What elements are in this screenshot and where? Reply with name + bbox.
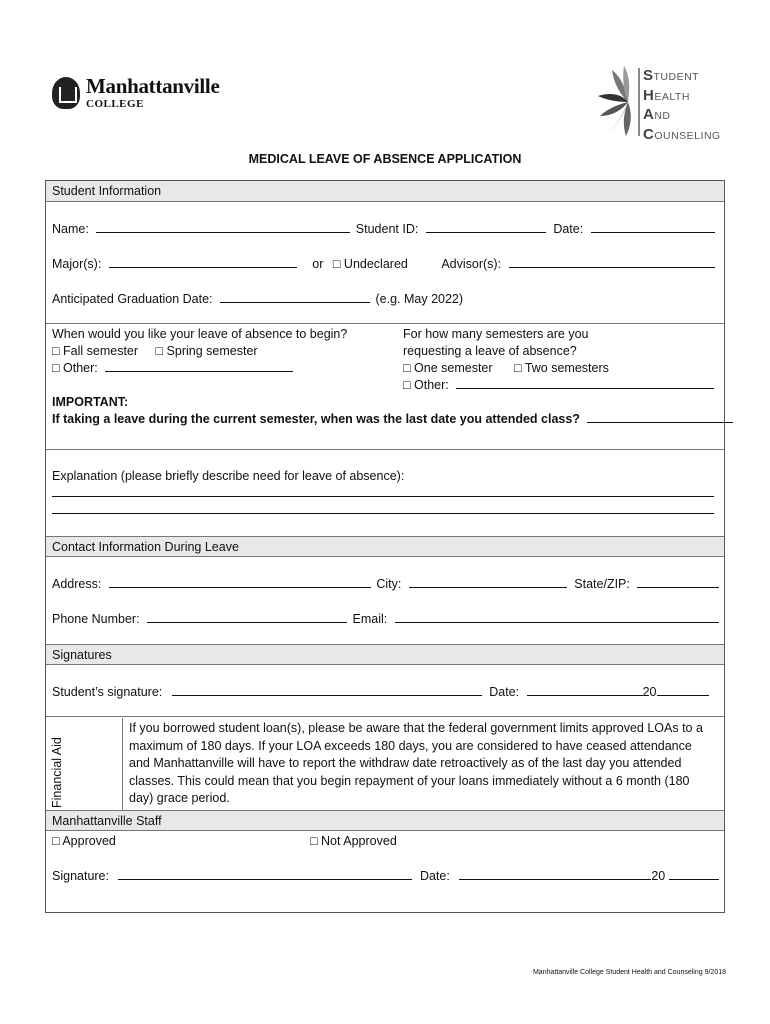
count-other-field[interactable] [456, 378, 714, 389]
last-attended-row [52, 412, 733, 426]
section-signatures: Signatures [46, 644, 724, 665]
signature-year-field[interactable] [657, 685, 709, 696]
state-zip-field[interactable] [637, 577, 719, 588]
phone-field[interactable] [147, 612, 347, 623]
grad-date-example: (e.g. May 2022) [375, 292, 464, 306]
approved-checkbox[interactable]: □ Approved [52, 834, 116, 848]
not-approved-checkbox[interactable]: □ Not Approved [310, 834, 397, 848]
two-semesters-checkbox[interactable]: □ Two semesters [514, 361, 609, 375]
graduation-row [52, 292, 463, 306]
grad-date-label: Anticipated Graduation Date: [52, 292, 213, 306]
name-field[interactable] [96, 222, 350, 233]
student-id-label: Student ID: [355, 222, 419, 236]
explanation-line-2[interactable] [52, 503, 714, 517]
financial-aid-line: day) grace period. [129, 791, 230, 806]
phone-label: Phone Number: [52, 612, 140, 626]
address-field[interactable] [109, 577, 371, 588]
staff-year-prefix: 20 [651, 869, 666, 883]
financial-aid-line: and Manhattanville will have to report the withdraw date retroactively as of the last day you attended [129, 756, 682, 771]
college-logo [52, 76, 219, 110]
begin-other-field[interactable] [105, 361, 293, 372]
begin-question: When would you like your leave of absence to begin? [52, 327, 348, 341]
semesters-question-1: For how many semesters are you [403, 327, 589, 341]
shac-line-3: AND [643, 106, 671, 123]
shac-divider [638, 68, 640, 136]
student-signature-row [52, 685, 709, 699]
city-label: City: [376, 577, 402, 591]
advisor-field[interactable] [509, 257, 715, 268]
staff-year-field[interactable] [669, 869, 719, 880]
shac-line-2: HEALTH [643, 86, 690, 104]
semester-options [52, 344, 258, 358]
staff-signature-label: Signature: [52, 869, 109, 883]
divider [46, 449, 724, 450]
staff-signature-field[interactable] [118, 869, 412, 880]
shac-logo [588, 66, 728, 143]
financial-aid-notice [129, 720, 719, 808]
college-name: Manhattanville [86, 74, 220, 98]
form-title: MEDICAL LEAVE OF ABSENCE APPLICATION [248, 152, 522, 166]
name-label: Name: [52, 222, 89, 236]
phone-row [52, 612, 719, 626]
address-label: Address: [52, 577, 102, 591]
section-contact-information: Contact Information During Leave [46, 536, 724, 557]
divider [46, 716, 724, 717]
staff-date-label: Date: [419, 869, 450, 883]
explanation-line-1[interactable] [52, 486, 714, 500]
date-label: Date: [553, 222, 584, 236]
footer-note: Manhattanville College Student Health and Counseling 9/2018 [532, 969, 726, 976]
shac-line-4: COUNSELING [643, 125, 721, 143]
financial-aid-cell [46, 718, 123, 810]
section-manhattanville-staff: Manhattanville Staff [46, 810, 724, 831]
undeclared-checkbox[interactable]: □ Undeclared [332, 257, 408, 271]
financial-aid-line: classes. This could mean that you begin repayment of your loans immediately without a 6 month (180 [129, 773, 690, 788]
city-field[interactable] [409, 577, 567, 588]
fall-semester-checkbox[interactable]: □ Fall semester [52, 344, 139, 358]
leave-application-form [45, 180, 725, 913]
semesters-question-2: requesting a leave of absence? [403, 344, 577, 358]
email-label: Email: [352, 612, 388, 626]
signature-date-field[interactable] [527, 685, 643, 696]
advisor-label: Advisor(s): [441, 257, 502, 271]
grad-date-field[interactable] [220, 292, 370, 303]
begin-other-row [52, 361, 293, 375]
date-field[interactable] [591, 222, 715, 233]
shac-line-1: STUDENT [643, 67, 700, 84]
explanation-label: Explanation (please briefly describe need for leave of absence): [52, 469, 405, 483]
count-other-checkbox[interactable]: □ Other: [403, 378, 449, 392]
majors-field[interactable] [109, 257, 297, 268]
majors-label: Major(s): [52, 257, 102, 271]
last-attended-question: If taking a leave during the current semester, when was the last date you attended class? [52, 412, 580, 426]
college-sub: COLLEGE [86, 98, 144, 110]
spring-semester-checkbox[interactable]: □ Spring semester [155, 344, 258, 358]
signature-year-prefix: 20 [642, 685, 657, 699]
section-student-information: Student Information [46, 181, 724, 202]
financial-aid-label: Financial Aid [50, 737, 64, 808]
email-field[interactable] [395, 612, 719, 623]
semester-count-options [403, 361, 609, 375]
staff-signature-row [52, 869, 719, 883]
signature-date-label: Date: [489, 685, 520, 699]
begin-other-checkbox[interactable]: □ Other: [52, 361, 98, 375]
majors-row [52, 257, 715, 271]
one-semester-checkbox[interactable]: □ One semester [403, 361, 493, 375]
financial-aid-line: If you borrowed student loan(s), please be aware that the federal government limits approved LOAs to a [129, 721, 703, 735]
student-signature-field[interactable] [172, 685, 482, 696]
count-other-row [403, 378, 714, 392]
flower-icon [588, 66, 638, 138]
staff-date-field[interactable] [459, 869, 651, 880]
last-attended-field[interactable] [587, 412, 733, 423]
student-signature-label: Student’s signature: [52, 685, 163, 699]
financial-aid-line: maximum of 180 days. If your LOA exceeds 180 days, you are considered to have ceased attendance [129, 738, 692, 753]
important-label: IMPORTANT: [52, 395, 129, 409]
state-zip-label: State/ZIP: [574, 577, 630, 591]
college-crest-icon [52, 77, 80, 109]
student-id-field[interactable] [426, 222, 546, 233]
or-label: or [312, 257, 324, 271]
address-row [52, 577, 719, 591]
name-row [52, 222, 715, 236]
divider [46, 323, 724, 324]
